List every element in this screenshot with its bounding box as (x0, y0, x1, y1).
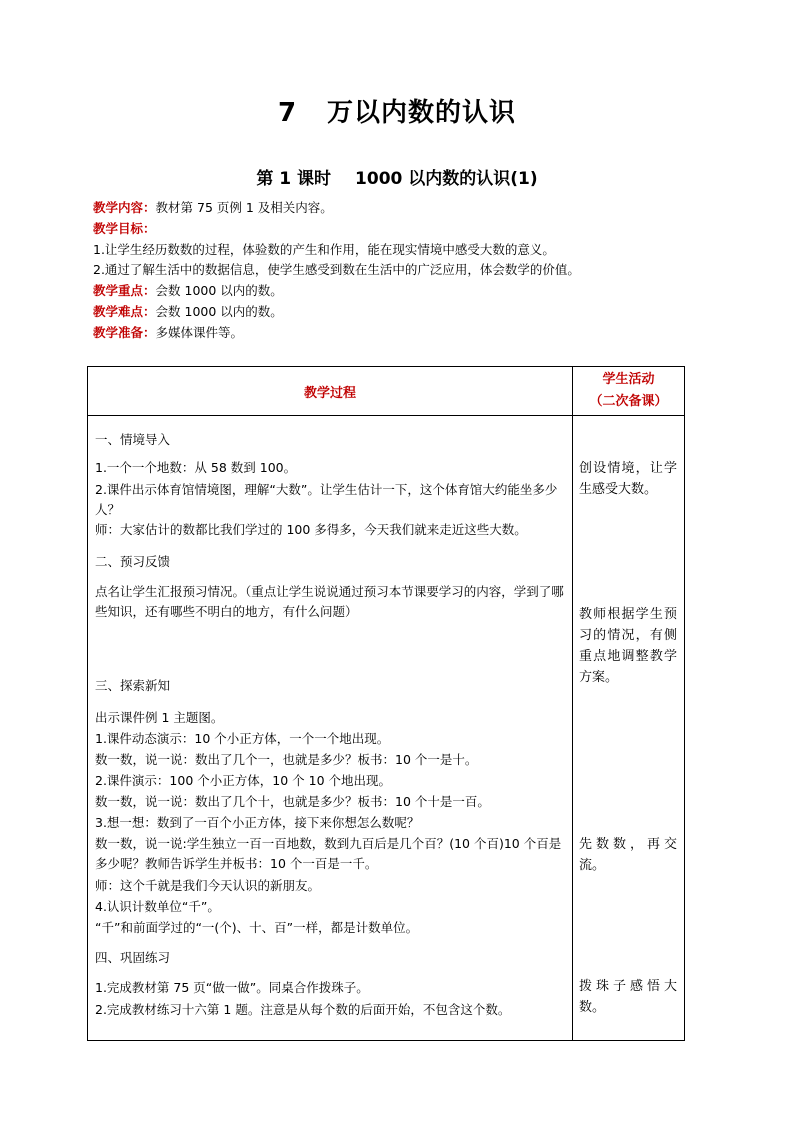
activity-note: 拨珠子感悟大数。 (579, 979, 677, 1015)
process-line: 师：大家估计的数都比我们学过的 100 多得多，今天我们就来走近这些大数。 (95, 522, 527, 537)
section-heading: 二、预习反馈 (95, 554, 171, 569)
teaching-prep-label: 教学准备： (93, 324, 156, 340)
teaching-content (93, 198, 693, 219)
activity-note: 教师根据学生预习的情况，有侧重点地调整教学方案。 (579, 607, 677, 685)
activity-header-line2: （二次备课） (589, 394, 668, 409)
lesson-meta (93, 198, 693, 344)
activity-header-line1: 学生活动 (602, 372, 655, 387)
section-heading: 一、情境导入 (95, 432, 171, 447)
process-line: 数一数，说一说：数出了几个十，也就是多少？板书：10 个十是一百。 (95, 794, 490, 809)
section-heading: 四、巩固练习 (95, 950, 171, 965)
teaching-content-text: 教材第 75 页例 1 及相关内容。 (155, 200, 333, 215)
process-line: 2.完成教材练习十六第 1 题。注意是从每个数的后面开始，不包含这个数。 (95, 1002, 511, 1017)
process-line: “千”和前面学过的“一(个)、十、百”一样，都是计数单位。 (95, 920, 419, 935)
teaching-prep (93, 323, 693, 344)
teaching-goal-2: 2.通过了解生活中的数据信息，使学生感受到数在生活中的广泛应用，体会数学的价值。 (93, 262, 580, 278)
process-line: 3.想一想：数到了一百个小正方体，接下来你想怎么数呢？ (95, 815, 420, 830)
section-heading: 三、探索新知 (95, 678, 171, 693)
process-line: 点名让学生汇报预习情况。（重点让学生说说通过预习本节课要学习的内容，学到了哪些知识，还有哪些不明白的地方，有什么问题） (95, 584, 564, 619)
process-line: 2.课件演示：100 个小正方体，10 个 10 个地出现。 (95, 773, 391, 788)
teaching-difficulty-text: 会数 1000 以内的数。 (155, 303, 283, 319)
activity-note: 创设情境，让学生感受大数。 (579, 461, 677, 497)
teaching-difficulty (93, 302, 693, 323)
teaching-key (93, 281, 693, 302)
lesson-title (0, 164, 794, 189)
process-line: 1.完成教材第 75 页“做一做”。同桌合作拨珠子。 (95, 980, 369, 995)
process-line: 2.课件出示体育馆情境图，理解“大数”。让学生估计一下，这个体育馆大约能坐多少人？ (95, 482, 558, 517)
teaching-goals-label: 教学目标： (93, 220, 156, 236)
unit-title (0, 92, 794, 129)
process-header: 教学过程 (88, 367, 573, 416)
teaching-difficulty-label: 教学难点： (93, 303, 156, 319)
teaching-goals-heading (93, 219, 693, 240)
teaching-prep-text: 多媒体课件等。 (155, 324, 244, 340)
lesson-plan-table (87, 366, 685, 1041)
unit-name: 万以内数的认识 (327, 98, 517, 128)
lesson-label: 第 1 课时 (256, 169, 332, 189)
activity-note: 先数数，再交流。 (579, 837, 677, 873)
process-cell (88, 416, 573, 1041)
process-line: 4.认识计数单位“千”。 (95, 899, 220, 914)
process-line: 数一数，说一说:学生独立一百一百地数，数到九百后是几个百？(10 个百)10 个百是多少呢？教师告诉学生并板书：10 个一百是一千。 (95, 836, 562, 871)
unit-number: 7 (277, 98, 298, 128)
teaching-content-label: 教学内容： (93, 200, 156, 215)
teaching-key-label: 教学重点： (93, 283, 156, 299)
lesson-name: 1000 以内数的认识(1) (355, 169, 538, 189)
activity-cell (573, 416, 685, 1041)
teaching-key-text: 会数 1000 以内的数。 (155, 283, 283, 299)
teaching-goal-1: 1.让学生经历数数的过程，体验数的产生和作用，能在现实情境中感受大数的意义。 (93, 241, 555, 257)
activity-header (573, 367, 685, 416)
process-line: 出示课件例 1 主题图。 (95, 710, 224, 725)
process-line: 师：这个千就是我们今天认识的新朋友。 (95, 878, 321, 893)
process-line: 1.一个一个地数：从 58 数到 100。 (95, 460, 297, 475)
process-line: 1.课件动态演示：10 个小正方体，一个一个地出现。 (95, 731, 390, 746)
process-line: 数一数，说一说：数出了几个一，也就是多少？板书：10 个一是十。 (95, 752, 478, 767)
